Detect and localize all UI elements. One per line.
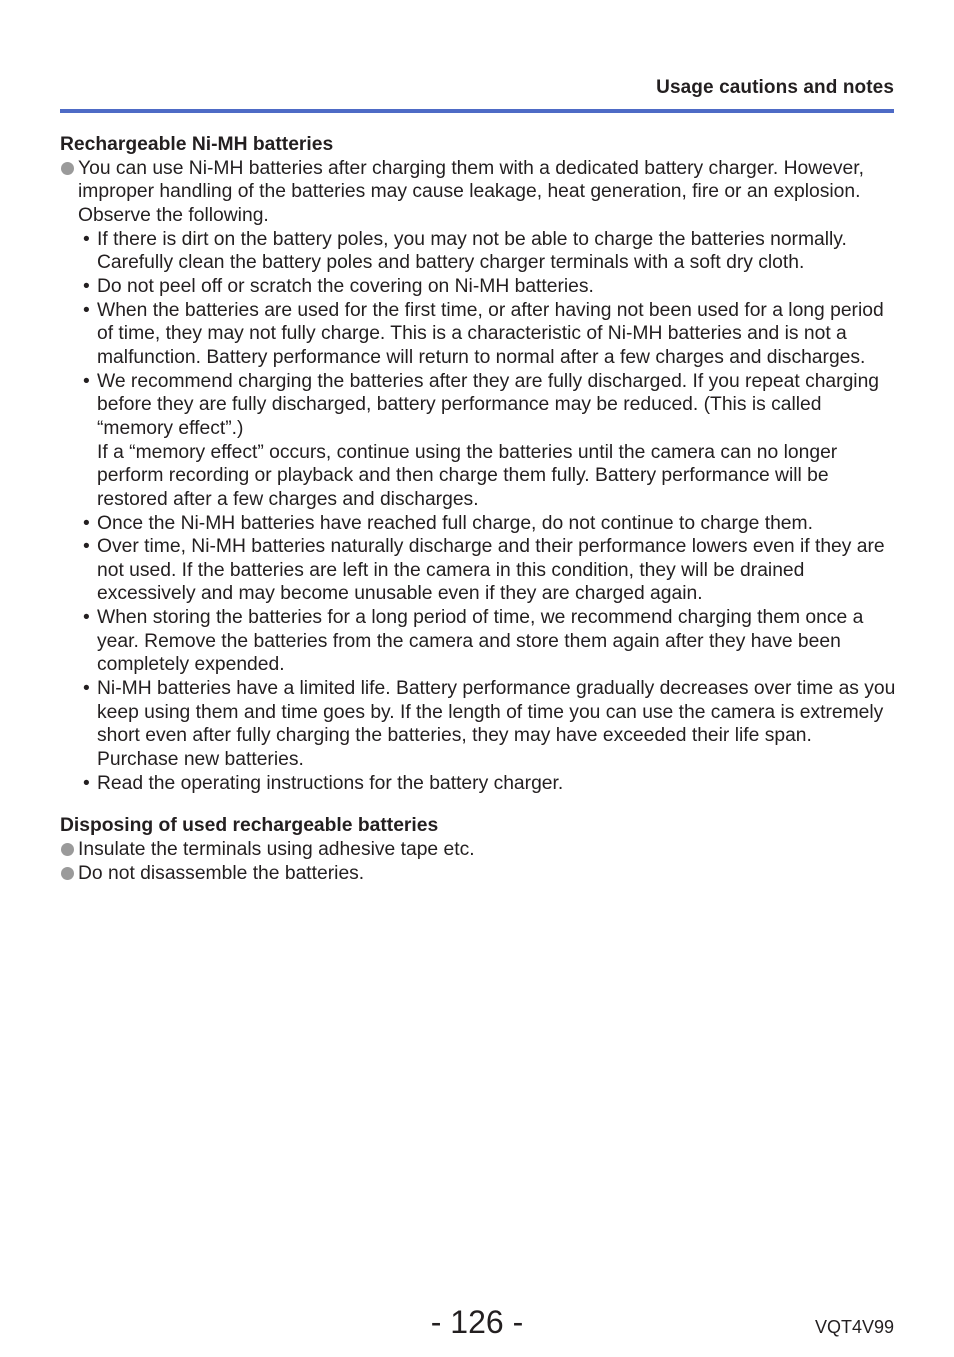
caution-item (60, 228, 896, 275)
bullet-item (60, 862, 896, 886)
dot-bullet-icon: • (83, 512, 90, 534)
caution-text: Do not peel off or scratch the covering on Ni-MH batteries. (97, 275, 594, 297)
header-divider (60, 109, 894, 113)
dot-bullet-icon: • (83, 536, 90, 558)
caution-item (60, 299, 896, 370)
dot-bullet-icon: • (83, 275, 90, 297)
section-disposing-batteries (60, 814, 896, 885)
caution-list (60, 228, 896, 796)
caution-text: If there is dirt on the battery poles, you may not be able to charge the batteries normally. Carefully clean the battery poles and battery charger terminals with a soft dry cloth. (97, 228, 847, 274)
caution-item (60, 370, 896, 441)
caution-text: When the batteries are used for the first time, or after having not been used for a long period of time, they may not fully charge. This is a characteristic of Ni-MH batteries and is not a malfunction. Battery performance will return to normal after a few charges and discharges. (97, 299, 884, 368)
bullet-text: Do not disassemble the batteries. (78, 862, 365, 884)
caution-item (60, 772, 896, 796)
dot-bullet-icon: • (83, 607, 90, 629)
caution-item (60, 275, 896, 299)
page-content (60, 133, 896, 885)
memory-effect-note: If a “memory effect” occurs, continue using the batteries until the camera can no longer perform recording or playback and then charge them fully. Battery performance will be restored after a few charges and discharges. (97, 441, 838, 510)
caution-item (60, 677, 896, 772)
dot-bullet-icon: • (83, 678, 90, 700)
section-rechargeable-batteries (60, 133, 896, 795)
caution-item (60, 512, 896, 536)
caution-text: Once the Ni-MH batteries have reached full charge, do not continue to charge them. (97, 512, 813, 534)
dot-bullet-icon: • (83, 370, 90, 392)
dot-bullet-icon: • (83, 228, 90, 250)
bullet-item (60, 838, 896, 862)
bullet-text: Insulate the terminals using adhesive tape etc. (78, 839, 475, 861)
dot-bullet-icon: • (83, 772, 90, 794)
page-header-title: Usage cautions and notes (656, 77, 894, 98)
model-code: VQT4V99 (814, 1317, 894, 1337)
page-number: - 126 - (430, 1304, 524, 1340)
bullet-item (60, 157, 896, 228)
caution-text: Over time, Ni-MH batteries naturally discharge and their performance lowers even if they are not used. If the batteries are left in the camera in this condition, they will be drained excessively and may become unusable even if they are charged again. (97, 536, 885, 605)
circle-bullet-icon (61, 162, 74, 175)
dot-bullet-icon: • (83, 299, 90, 321)
section-heading: Rechargeable Ni-MH batteries (60, 134, 334, 155)
bullet-text: You can use Ni-MH batteries after charging them with a dedicated battery charger. However, improper handling of the batteries may cause leakage, heat generation, fire or an explosion. Observe the following. (78, 157, 864, 226)
section-heading: Disposing of used rechargeable batteries (60, 815, 439, 837)
circle-bullet-icon (61, 867, 74, 880)
caution-text: Ni-MH batteries have a limited life. Battery performance gradually decreases over time as you keep using them and time goes by. If the length of time you can use the camera is extremely short even after fully charging the batteries, they may have exceeded their life span. Purchase new batteries. (97, 678, 896, 771)
caution-text: When storing the batteries for a long period of time, we recommend charging them once a year. Remove the batteries from the camera and store them again after they have been completely expended. (97, 607, 864, 676)
caution-item (60, 535, 896, 606)
caution-text: We recommend charging the batteries after they are fully discharged. If you repeat charging before they are fully discharged, battery performance may be reduced. (This is called “memory effect”.) (97, 370, 880, 439)
caution-text: Read the operating instructions for the battery charger. (97, 772, 564, 794)
circle-bullet-icon (61, 843, 74, 856)
caution-item (60, 606, 896, 677)
